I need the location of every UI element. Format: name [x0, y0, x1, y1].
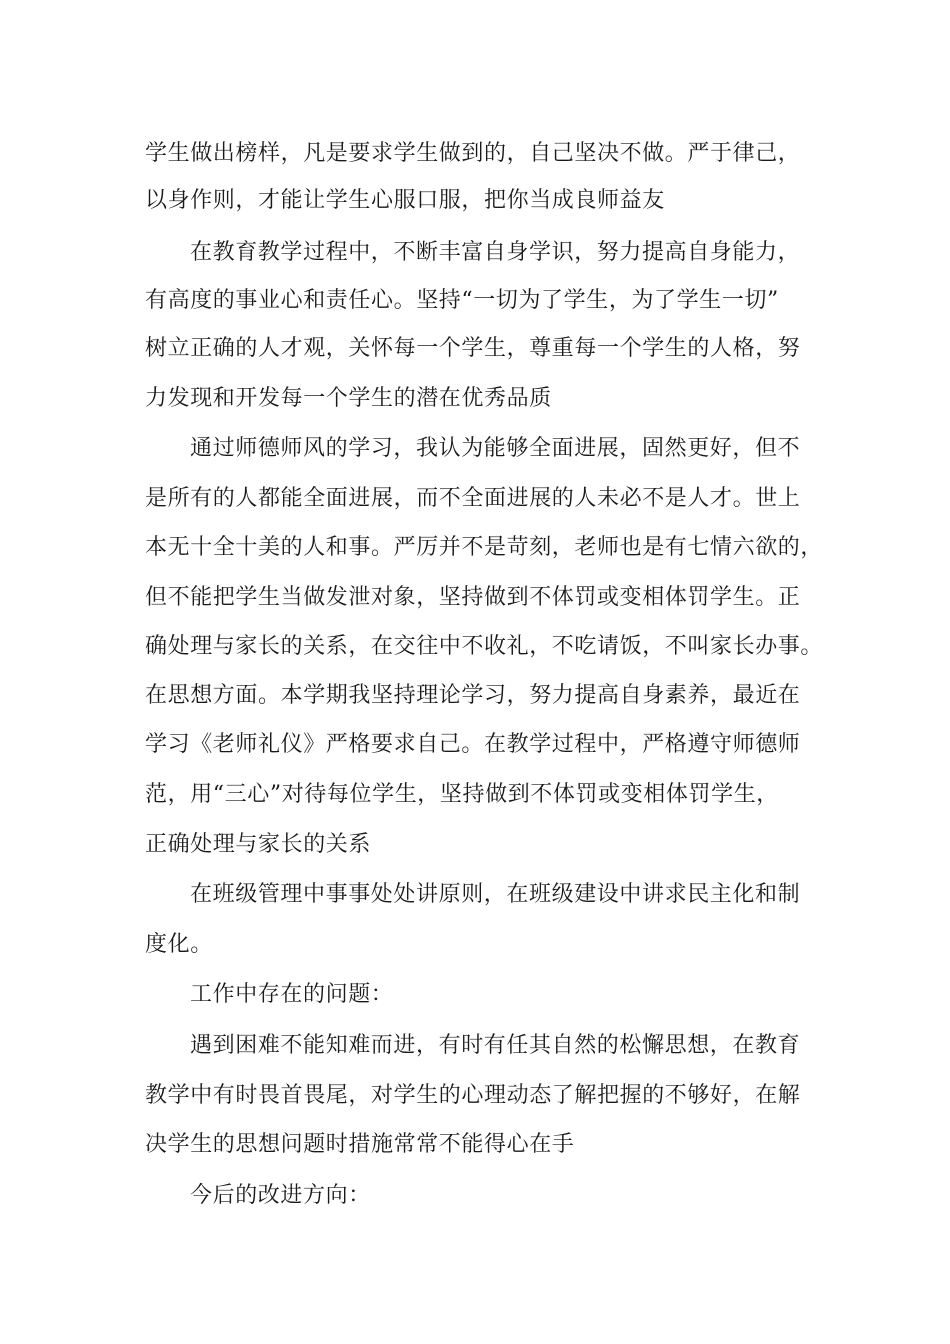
- text-line: 以身作则，才能让学生心服口服，把你当成良师益友: [145, 188, 665, 213]
- text-line: 度化。: [145, 932, 213, 957]
- text-line: 决学生的思想问题时措施常常不能得心在手: [145, 1132, 575, 1157]
- text-line: 力发现和开发每一个学生的潜在优秀品质: [145, 386, 552, 411]
- text-line: 学习《老师礼仪》严格要求自己。在教学过程中，严格遵守师德师: [145, 732, 801, 757]
- paragraph-first-line: 遇到困难不能知难而进，有时有任其自然的松懈思想，在教育: [190, 1033, 801, 1058]
- text-line: 正确处理与家长的关系: [145, 832, 372, 857]
- text-line: 本无十全十美的人和事。严厉并不是苛刻，老师也是有七情六欲的，: [145, 535, 824, 560]
- text-line: 但不能把学生当做发泄对象，坚持做到不体罚或变相体罚学生。正: [145, 585, 801, 610]
- text-line: 教学中有时畏首畏尾，对学生的心理动态了解把握的不够好，在解: [145, 1083, 801, 1108]
- text-line: 树立正确的人才观，关怀每一个学生，尊重每一个学生的人格，努: [145, 336, 801, 361]
- text-line: 是所有的人都能全面进展，而不全面进展的人未必不是人才。世上: [145, 486, 801, 511]
- text-line: 学生做出榜样，凡是要求学生做到的，自己坚决不做。严于律己，: [145, 141, 801, 166]
- text-line: 在思想方面。本学期我坚持理论学习，努力提高自身素养，最近在: [145, 683, 801, 708]
- text-line: 确处理与家长的关系，在交往中不收礼，不吃请饭，不叫家长办事。: [145, 634, 824, 659]
- text-line: 有高度的事业心和责任心。坚持“一切为了学生，为了学生一切”: [145, 288, 779, 313]
- text-line: 范，用“三心”对待每位学生，坚持做到不体罚或变相体罚学生，: [145, 782, 779, 807]
- paragraph-first-line: 在班级管理中事事处处讲原则，在班级建设中讲求民主化和制: [190, 882, 801, 907]
- section-heading: 今后的改进方向：: [190, 1183, 371, 1208]
- paragraph-first-line: 在教育教学过程中，不断丰富自身学识，努力提高自身能力，: [190, 240, 801, 265]
- paragraph-first-line: 通过师德师风的学习，我认为能够全面进展，固然更好，但不: [190, 436, 801, 461]
- section-heading: 工作中存在的问题：: [190, 982, 394, 1007]
